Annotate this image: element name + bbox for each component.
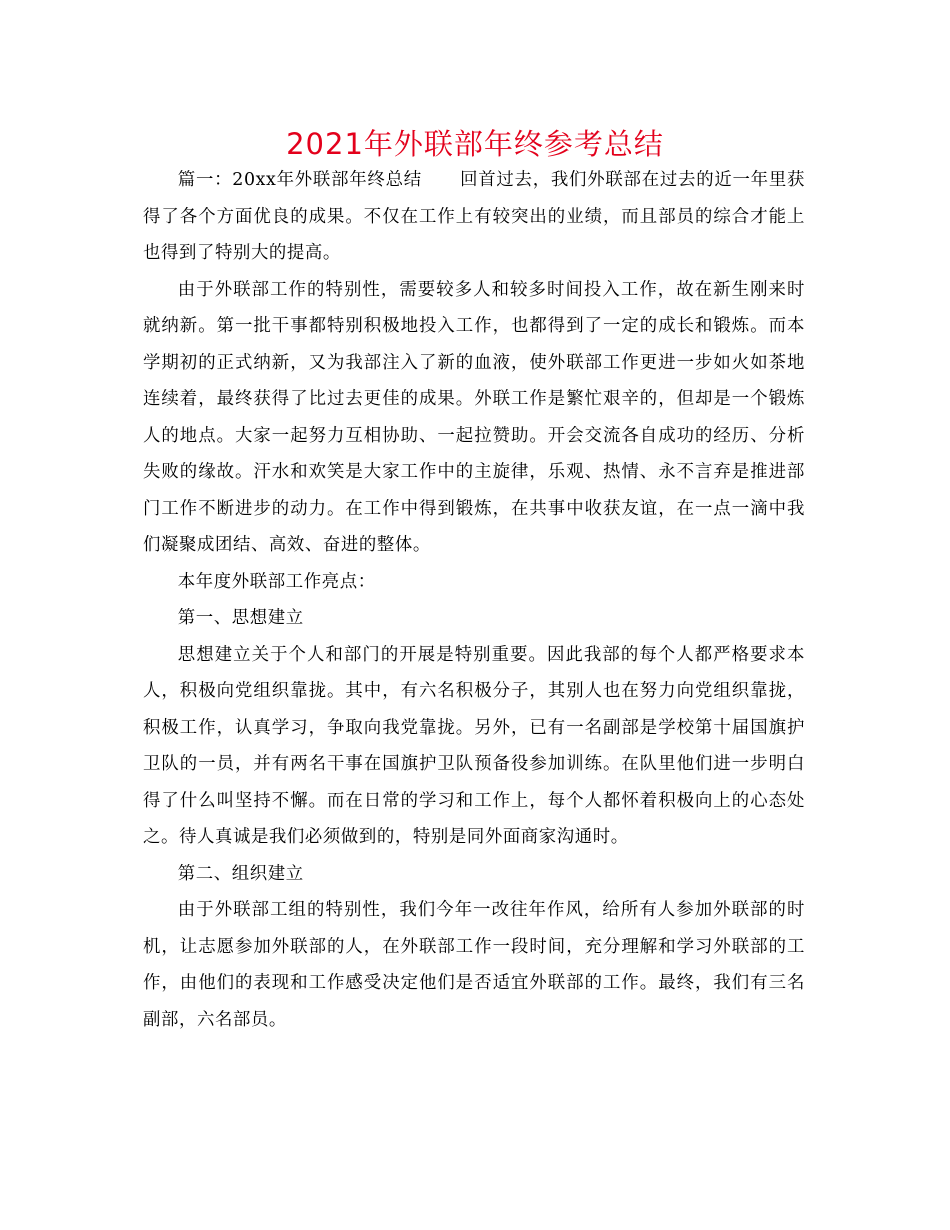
body-paragraph-organization: 由于外联部工组的特别性，我们今年一改往年作风，给所有人参加外联部的时机，让志愿参加外联部的人，在外联部工作一段时间，充分理解和学习外联部的工作，由他们的表现和工作感受决定他们是否适宜外联部的工作。最终，我们有三名副部，六名部员。 xyxy=(143,900,805,1030)
section-heading-organization: 第二、组织建立 xyxy=(177,863,304,884)
intro-text: 回首过去，我们外联部在过去的近一年里获得了各个方面优良的成果。不仅在工作上有较突出的业绩，而且部员的综合才能上也得到了特别大的提高。 xyxy=(143,170,805,263)
section-heading-highlights: 本年度外联部工作亮点： xyxy=(177,571,376,592)
body-paragraph-ideology: 思想建立关于个人和部门的开展是特别重要。因此我部的每个人都严格要求本人，积极向党组织靠拢。其中，有六名积极分子，其别人也在努力向党组织靠拢，积极工作，认真学习，争取向我党靠拢。另外，已有一名副部是学校第十届国旗护卫队的一员，并有两名干事在国旗护卫队预备役参加训练。在队里他们进一步明白得了什么叫坚持不懈。而在日常的学习和工作上，每个人都怀着积极向上的心态处之。待人真诚是我们必须做到的，特别是同外面商家沟通时。 xyxy=(143,644,805,847)
intro-paragraph xyxy=(143,162,805,272)
document-body xyxy=(143,162,805,1038)
intro-heading: 篇一：20xx年外联部年终总结 xyxy=(177,170,422,190)
document-title: 2021年外联部年终参考总结 xyxy=(286,127,664,161)
body-paragraph-work-characteristics: 由于外联部工作的特别性，需要较多人和较多时间投入工作，故在新生刚来时就纳新。第一批干事都特别积极地投入工作，也都得到了一定的成长和锻炼。而本学期初的正式纳新，又为我部注入了新的血液，使外联部工作更进一步如火如茶地连续着，最终获得了比过去更佳的成果。外联工作是繁忙艰辛的，但却是一个锻炼人的地点。大家一起努力互相协助、一起拉赞助。开会交流各自成功的经历、分析失败的缘故。汗水和欢笑是大家工作中的主旋律，乐观、热情、永不言弃是推进部门工作不断进步的动力。在工作中得到锻炼，在共事中收获友谊，在一点一滴中我们凝聚成团结、高效、奋进的整体。 xyxy=(143,279,805,555)
section-heading-ideology: 第一、思想建立 xyxy=(177,608,304,628)
